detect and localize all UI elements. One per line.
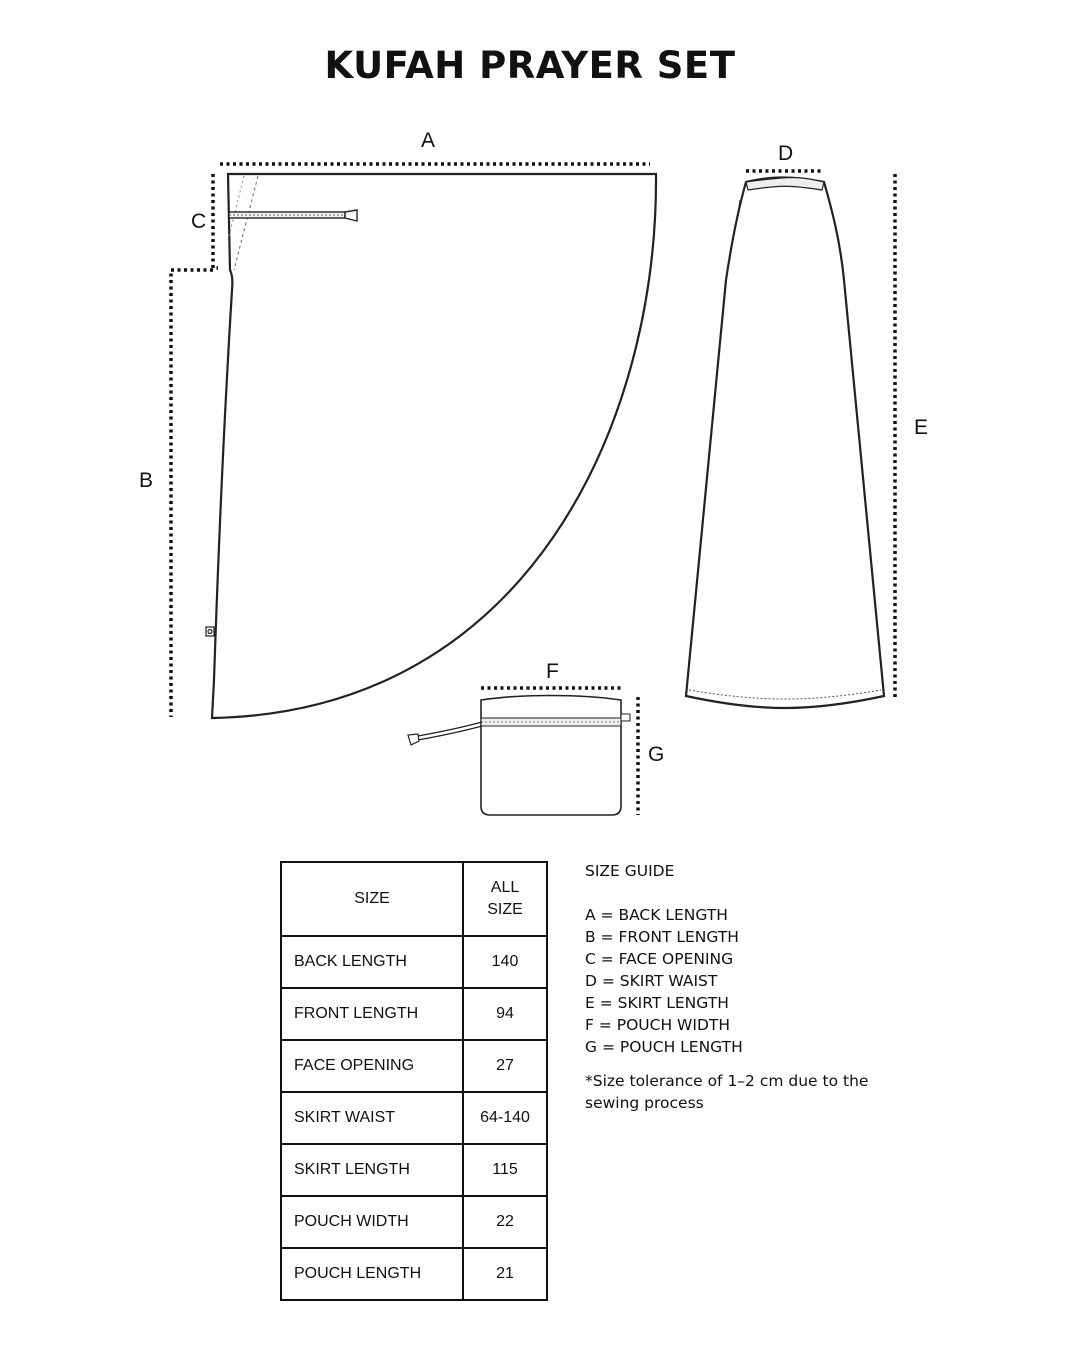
khimar-outline — [212, 174, 656, 718]
row-label: BACK LENGTH — [281, 936, 463, 988]
row-value: 140 — [463, 936, 547, 988]
size-table — [280, 861, 548, 1301]
dim-label-c: C — [191, 210, 207, 233]
row-label: FACE OPENING — [281, 1040, 463, 1092]
header-all-line2: SIZE — [487, 901, 523, 918]
header-all-line1: ALL — [490, 879, 520, 896]
row-label: FRONT LENGTH — [281, 988, 463, 1040]
row-label: POUCH LENGTH — [281, 1248, 463, 1300]
header-size: SIZE — [281, 862, 463, 936]
dim-label-d: D — [778, 142, 794, 165]
guide-item: C = FACE OPENING — [585, 950, 734, 968]
dim-label-f: F — [546, 660, 559, 683]
dim-label-b: B — [139, 469, 154, 492]
guide-item: G = POUCH LENGTH — [585, 1038, 743, 1056]
dim-line-c — [213, 174, 218, 268]
table-row — [281, 1092, 547, 1144]
guide-item: B = FRONT LENGTH — [585, 928, 739, 946]
skirt-outline — [686, 178, 884, 709]
khimar-snap — [206, 627, 214, 636]
pouch-drawing — [408, 696, 630, 816]
pouch-outline — [481, 696, 621, 816]
table-row — [281, 1144, 547, 1196]
page-title: KUFAH PRAYER SET — [324, 44, 736, 87]
table-row — [281, 1196, 547, 1248]
row-label: POUCH WIDTH — [281, 1196, 463, 1248]
khimar-drawing — [206, 174, 656, 718]
row-value: 115 — [463, 1144, 547, 1196]
table-header-row — [281, 862, 547, 936]
guide-item: D = SKIRT WAIST — [585, 972, 718, 990]
dim-line-b — [171, 270, 213, 717]
guide-item: A = BACK LENGTH — [585, 906, 728, 924]
size-guide — [585, 860, 915, 1114]
row-value: 21 — [463, 1248, 547, 1300]
header-all-size — [463, 862, 547, 936]
size-guide-title: SIZE GUIDE — [585, 862, 675, 880]
row-value: 94 — [463, 988, 547, 1040]
size-tolerance-note: *Size tolerance of 1–2 cm due to the sewing process — [585, 1072, 869, 1112]
row-value: 27 — [463, 1040, 547, 1092]
pouch-drawstring — [408, 722, 482, 745]
dim-label-e: E — [914, 416, 929, 439]
dim-label-g: G — [648, 743, 665, 766]
row-label: SKIRT WAIST — [281, 1092, 463, 1144]
pouch-tab — [621, 714, 630, 721]
guide-item: F = POUCH WIDTH — [585, 1016, 731, 1034]
skirt-drawing — [686, 178, 884, 709]
table-row — [281, 988, 547, 1040]
table-row — [281, 1248, 547, 1300]
row-value: 22 — [463, 1196, 547, 1248]
row-value: 64-140 — [463, 1092, 547, 1144]
table-row — [281, 1040, 547, 1092]
guide-item: E = SKIRT LENGTH — [585, 994, 729, 1012]
dim-label-a: A — [421, 129, 436, 152]
table-row — [281, 936, 547, 988]
row-label: SKIRT LENGTH — [281, 1144, 463, 1196]
